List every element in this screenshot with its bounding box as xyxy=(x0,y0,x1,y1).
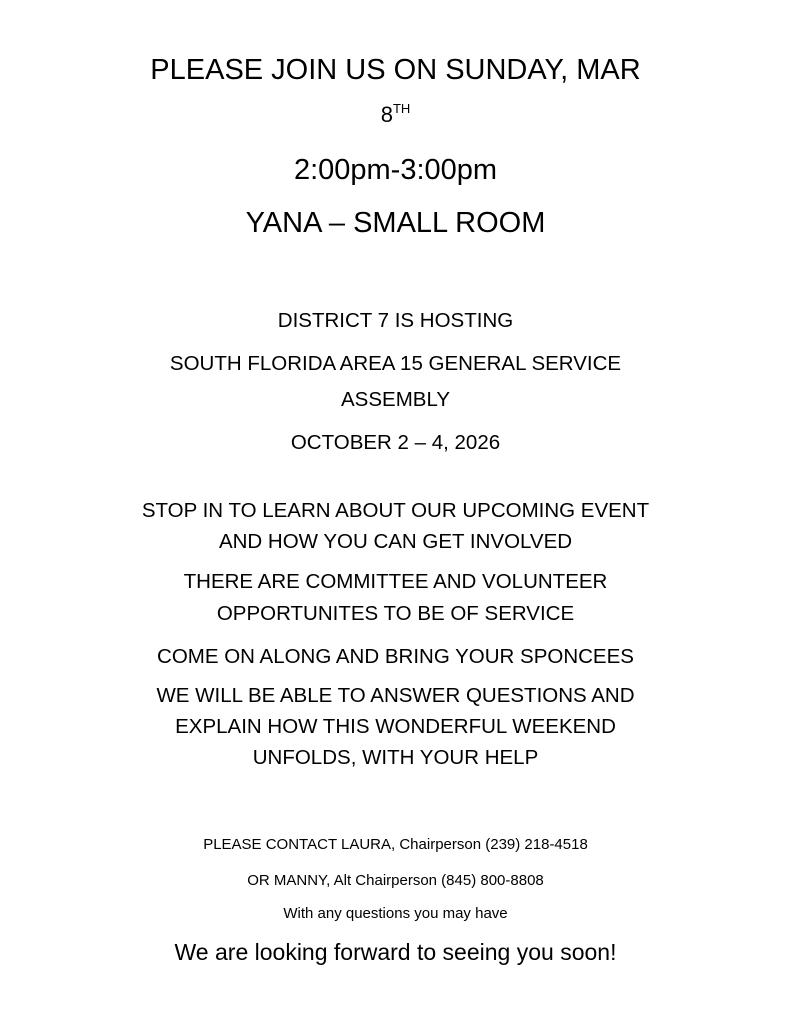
host-line: DISTRICT 7 IS HOSTING xyxy=(277,309,514,332)
contact-line: OR MANNY, Alt Chairperson (845) 800-8808 xyxy=(247,872,544,889)
date-number: 8 xyxy=(380,102,393,127)
event-name-line: SOUTH FLORIDA AREA 15 GENERAL SERVICE xyxy=(169,352,622,375)
details-line: AND HOW YOU CAN GET INVOLVED xyxy=(218,530,573,553)
date-suffix: TH xyxy=(392,101,411,116)
event-name-line: ASSEMBLY xyxy=(341,388,450,411)
event-time: 2:00pm-3:00pm xyxy=(293,154,498,186)
details-line: EXPLAIN HOW THIS WONDERFUL WEEKEND xyxy=(175,715,616,738)
details-line: COME ON ALONG AND BRING YOUR SPONCEES xyxy=(157,645,634,668)
closing-message: We are looking forward to seeing you soon! xyxy=(174,939,617,965)
details-line: UNFOLDS, WITH YOUR HELP xyxy=(252,746,539,769)
details-line: WE WILL BE ABLE TO ANSWER QUESTIONS AND xyxy=(156,684,635,707)
contact-line: PLEASE CONTACT LAURA, Chairperson (239) 218-4518 xyxy=(203,836,588,853)
event-dates: OCTOBER 2 – 4, 2026 xyxy=(290,431,501,454)
event-location: YANA – SMALL ROOM xyxy=(245,207,546,239)
details-line: OPPORTUNITES TO BE OF SERVICE xyxy=(216,602,575,625)
details-line: STOP IN TO LEARN ABOUT OUR UPCOMING EVENT xyxy=(141,499,650,522)
header-date xyxy=(0,101,791,127)
header-line: PLEASE JOIN US ON SUNDAY, MAR xyxy=(150,54,641,86)
contact-line: With any questions you may have xyxy=(283,905,508,922)
details-line: THERE ARE COMMITTEE AND VOLUNTEER xyxy=(183,570,608,593)
